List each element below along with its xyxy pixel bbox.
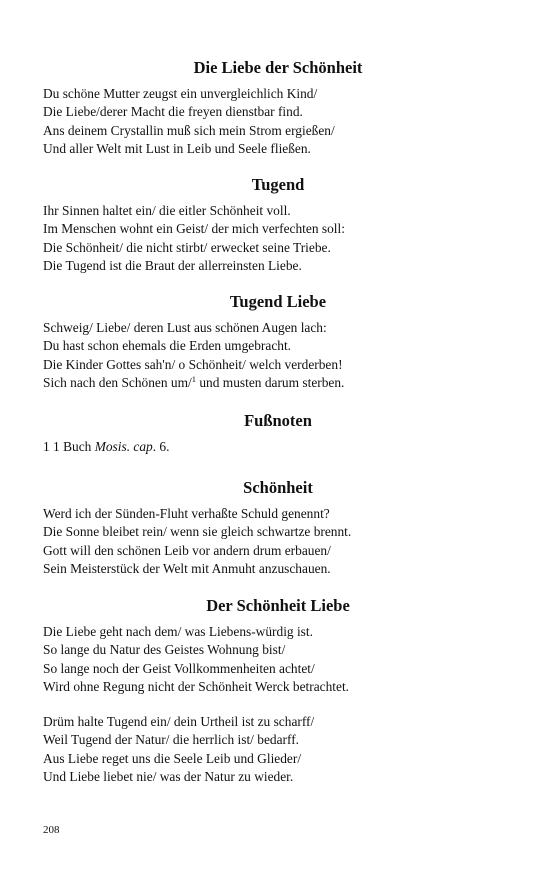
poem-schoenheit bbox=[43, 478, 513, 578]
poem-line: Die Liebe/derer Macht die freyen dienstbar find. bbox=[43, 104, 303, 120]
poem-tugend-liebe bbox=[43, 292, 513, 392]
poem-lines bbox=[43, 505, 513, 578]
poem-title: Tugend Liebe bbox=[229, 292, 327, 311]
footnote-text bbox=[43, 438, 513, 456]
poem-line-with-footnote bbox=[43, 374, 513, 392]
poem-line: Drüm halte Tugend ein/ dein Urtheil ist zu scharff/ bbox=[43, 714, 315, 730]
poem-line: Die Tugend ist die Braut der allerreinsten Liebe. bbox=[43, 257, 302, 273]
poem-line: Gott will den schönen Leib vor andern drum erbauen/ bbox=[43, 542, 331, 558]
poem-tugend bbox=[43, 175, 513, 275]
poem-line: Werd ich der Sünden-Fluht verhaßte Schuld genennt? bbox=[43, 506, 330, 521]
poem-line: Ans deinem Crystallin muß sich mein Strom ergießen/ bbox=[43, 122, 335, 138]
poem-line: Die Sonne bleibet rein/ wenn sie gleich schwartze brennt. bbox=[43, 524, 352, 540]
poem-die-liebe-der-schoenheit bbox=[43, 58, 513, 158]
poem-lines bbox=[43, 319, 513, 392]
line-text-before-footnote: Sich nach den Schönen um/ bbox=[43, 374, 192, 390]
poem-lines bbox=[43, 85, 513, 158]
poem-line: Wird ohne Regung nicht der Schönheit Werck betrachtet. bbox=[43, 678, 350, 694]
poem-line: Und aller Welt mit Lust in Leib und Seele fließen. bbox=[43, 140, 311, 156]
line-text-after-footnote: und musten darum sterben. bbox=[196, 374, 345, 390]
poem-line: Die Kinder Gottes sah'n/ o Schönheit/ welch verderben! bbox=[43, 356, 343, 372]
poem-line: Du hast schon ehemals die Erden umgebracht. bbox=[43, 338, 292, 354]
poem-der-schoenheit-liebe bbox=[43, 596, 513, 786]
footnote-lines bbox=[43, 438, 513, 456]
poem-line: So lange noch der Geist Vollkommenheiten achtet/ bbox=[43, 660, 315, 676]
poem-title: Die Liebe der Schönheit bbox=[193, 58, 363, 77]
poem-line: Aus Liebe reget uns die Seele Leib und Glieder/ bbox=[43, 750, 302, 766]
page-number: 208 bbox=[43, 824, 60, 836]
footnotes-title: Fußnoten bbox=[244, 411, 312, 430]
footnote-italic-reference: Mosis. cap bbox=[94, 439, 153, 454]
poem-title: Tugend bbox=[251, 175, 305, 194]
stanza-break bbox=[43, 696, 513, 713]
footnote-prefix: 1 1 Buch bbox=[43, 439, 95, 454]
poem-line: Im Menschen wohnt ein Geist/ der mich verfechten soll: bbox=[43, 221, 345, 237]
poem-lines bbox=[43, 202, 513, 275]
poem-line: Du schöne Mutter zeugst ein unvergleichlich Kind/ bbox=[43, 86, 318, 101]
poem-line: So lange du Natur des Geistes Wohnung bist/ bbox=[43, 642, 286, 658]
poem-title: Der Schönheit Liebe bbox=[206, 596, 350, 615]
footnote-suffix: . 6. bbox=[152, 439, 170, 454]
poem-line: Und Liebe liebet nie/ was der Natur zu wieder. bbox=[43, 769, 294, 785]
poem-line: Ihr Sinnen haltet ein/ die eitler Schönheit voll. bbox=[43, 203, 291, 218]
poem-line: Die Schönheit/ die nicht stirbt/ erwecket seine Triebe. bbox=[43, 239, 331, 255]
poem-lines bbox=[43, 623, 513, 786]
footnotes-section bbox=[43, 411, 513, 456]
poem-line: Schweig/ Liebe/ deren Lust aus schönen Augen lach: bbox=[43, 320, 327, 335]
poem-title: Schönheit bbox=[243, 478, 313, 497]
poem-line: Die Liebe geht nach dem/ was Liebens-würdig ist. bbox=[43, 624, 313, 639]
poem-line: Sein Meisterstück der Welt mit Anmuht anzuschauen. bbox=[43, 560, 331, 576]
footnote-marker[interactable]: 1 bbox=[191, 373, 197, 384]
poem-line: Weil Tugend der Natur/ die herrlich ist/ bedarff. bbox=[43, 732, 300, 748]
